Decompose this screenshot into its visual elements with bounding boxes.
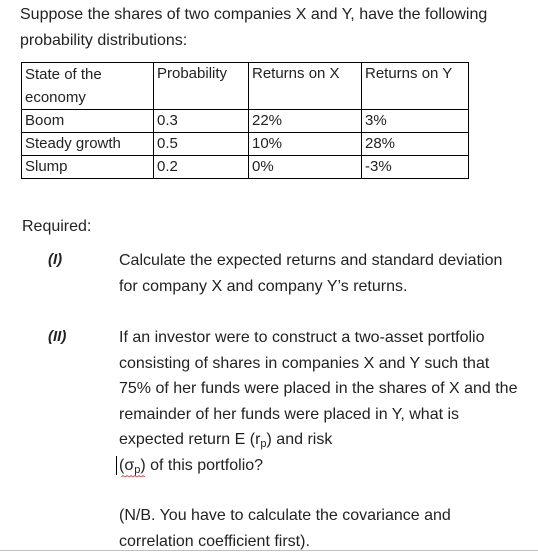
table-header-row bbox=[22, 63, 469, 110]
table-row bbox=[22, 110, 469, 133]
sigma-close: ) bbox=[140, 456, 146, 474]
header-cell-returns-y: Returns on Y bbox=[362, 63, 469, 110]
page-bottom-divider bbox=[0, 550, 538, 551]
header-cell-probability: Probability bbox=[154, 63, 249, 110]
question-2-text-part3: of this portfolio? bbox=[145, 456, 264, 474]
intro-paragraph: Suppose the shares of two companies X and Y, have the following probability distributions: bbox=[20, 6, 488, 49]
table-cell: -3% bbox=[362, 156, 469, 179]
subscript-r-p: p bbox=[260, 438, 267, 450]
table-cell: 0.3 bbox=[154, 110, 249, 133]
table-cell: 0% bbox=[249, 156, 362, 179]
sigma-open: (σ bbox=[119, 456, 135, 474]
table-row bbox=[22, 156, 469, 179]
question-2-number: (II) bbox=[48, 328, 67, 345]
table-cell: 3% bbox=[362, 110, 469, 133]
table-cell: 22% bbox=[249, 110, 362, 133]
table-row bbox=[22, 133, 469, 156]
table-cell: 10% bbox=[249, 133, 362, 156]
question-1-text: Calculate the expected returns and standard deviation for company X and company Y’s returns. bbox=[119, 252, 503, 295]
header-cell-state: State of the economy bbox=[22, 63, 154, 110]
table-cell: Steady growth bbox=[22, 133, 154, 156]
text-cursor-bar bbox=[116, 456, 117, 475]
required-heading: Required: bbox=[22, 218, 92, 235]
subscript-sigma-p: p bbox=[134, 463, 141, 476]
probability-table bbox=[21, 62, 469, 179]
question-2-text-part2: ) and risk bbox=[266, 431, 333, 448]
question-1-number: (I) bbox=[48, 251, 63, 268]
note-paragraph: (N/B. You have to calculate the covariance and correlation coefficient first). bbox=[119, 507, 451, 550]
table-cell: 0.5 bbox=[154, 133, 249, 156]
table-cell: Boom bbox=[22, 110, 154, 133]
question-2-text-part1: If an investor were to construct a two-asset portfolio consisting of shares in companies X and Y such that 75% of her funds were placed in the shares of X and the remainder of her funds were placed in Y, what is expected return E (r bbox=[119, 329, 518, 448]
header-cell-returns-x: Returns on X bbox=[249, 63, 362, 110]
spellcheck-squiggle-icon bbox=[121, 475, 145, 478]
sigma-p-symbol bbox=[119, 453, 146, 479]
table-cell: Slump bbox=[22, 156, 154, 179]
table-cell: 0.2 bbox=[154, 156, 249, 179]
question-2-text bbox=[119, 325, 524, 478]
table-cell: 28% bbox=[362, 133, 469, 156]
